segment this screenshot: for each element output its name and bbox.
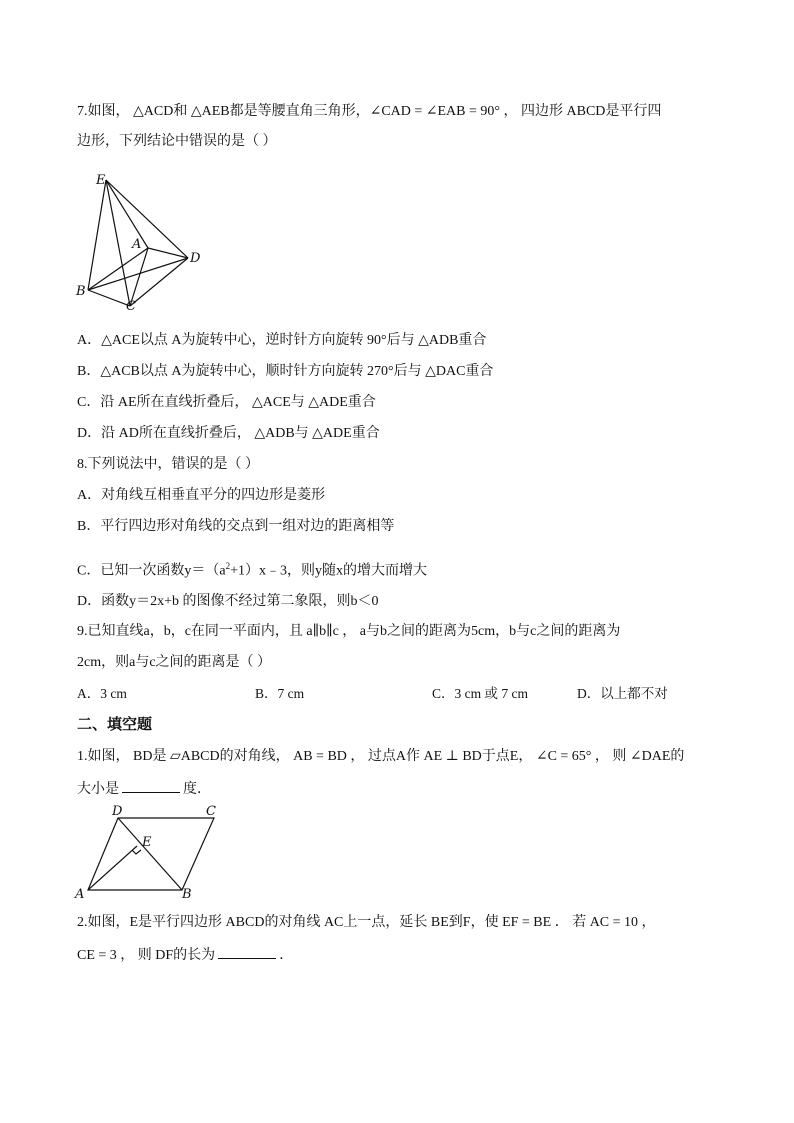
- q8-option-c-post: +1）x﹣3，则y随x的增大而增大: [230, 563, 427, 579]
- q7-option-d: D．沿 AD所在直线折叠后， △ADB与 △ADE重合: [77, 426, 380, 441]
- q7-edge-BA: [88, 248, 148, 290]
- f2-stem-line2: [77, 944, 293, 966]
- q7-label-C: C: [126, 299, 136, 314]
- q7-edge-BD: [88, 258, 188, 290]
- q7-option-c: C．沿 AE所在直线折叠后， △ACE与 △ADE重合: [77, 395, 376, 410]
- q8-option-c-pre: C．已知一次函数y＝（a: [77, 563, 226, 579]
- f1-label-A: A: [75, 887, 85, 902]
- f1-label-C: C: [206, 804, 216, 819]
- q9-option-b: B．7 cm: [255, 686, 305, 701]
- q7-figure: [70, 168, 210, 313]
- q9-option-d: D．以上都不对: [577, 686, 668, 701]
- q8-option-a: A．对角线互相垂直平分的四边形是菱形: [77, 488, 326, 503]
- q7-label-B: B: [76, 284, 86, 299]
- f2-stem-line2-a: CE = 3 ， 则 DF的长为: [77, 948, 216, 963]
- f1-answer-blank[interactable]: [122, 778, 180, 793]
- f2-answer-blank[interactable]: [218, 944, 276, 959]
- f1-stem-line2-a: 大小是: [77, 782, 119, 797]
- f1-label-D: D: [112, 804, 123, 819]
- q7-option-b: B．△ACB以点 A为旋转中心，顺时针方向旋转 270°后与 △DAC重合: [77, 364, 494, 379]
- q8-stem: 8.下列说法中，错误的是（ ）: [77, 457, 259, 472]
- q7-label-E: E: [96, 173, 106, 188]
- q9-option-c: C．3 cm 或 7 cm: [432, 686, 528, 701]
- f1-right-angle-mark: [132, 850, 141, 854]
- q7-label-A: A: [132, 237, 142, 252]
- q7-stem-line1: 7.如图， △ACD和 △AEB都是等腰直角三角形，∠CAD = ∠EAB = 90° ， 四边形 ABCD是平行四: [77, 104, 662, 119]
- q7-edge-AC: [130, 248, 148, 306]
- q8-option-c-sup: 2: [225, 561, 231, 571]
- q9-option-a: A．3 cm: [77, 686, 127, 701]
- f1-figure: [72, 804, 232, 904]
- q7-edge-BC: [88, 290, 130, 306]
- q7-stem-line2: 边形，下列结论中错误的是（ ）: [77, 134, 277, 149]
- f2-stem-line2-b: ．: [279, 948, 294, 963]
- f2-stem-line1: 2.如图，E是平行四边形 ABCD的对角线 AC上一点，延长 BE到F，使 EF = BE ． 若 AC = 10 ，: [77, 915, 656, 930]
- f1-stem-line2-b: 度．: [183, 782, 211, 797]
- q7-option-a: A．△ACE以点 A为旋转中心，逆时针方向旋转 90°后与 △ADB重合: [77, 333, 487, 348]
- q7-edge-CD: [130, 258, 188, 306]
- q8-option-c: [77, 556, 427, 582]
- q7-edge-EB: [88, 180, 106, 290]
- q7-label-D: D: [190, 251, 201, 266]
- f1-stem-line1: 1.如图， BD是 ▱ABCD的对角线， AB = BD ， 过点A作 AE ⊥ BD于点E， ∠C = 65° ， 则 ∠DAE的: [77, 749, 685, 764]
- q9-stem-line1: 9.已知直线a，b，c在同一平面内，且 a∥b∥c ， a与b之间的距离为5cm，b与c之间的距离为: [77, 624, 621, 639]
- f1-parallelogram: [88, 818, 214, 890]
- q8-option-b: B．平行四边形对角线的交点到一组对边的距离相等: [77, 519, 395, 534]
- f1-stem-line2: [77, 778, 211, 800]
- section-title: 二、填空题: [77, 717, 153, 733]
- f1-label-E: E: [142, 835, 152, 850]
- f1-label-B: B: [182, 887, 192, 902]
- q9-stem-line2: 2cm，则a与c之间的距离是（ ）: [77, 655, 272, 670]
- q8-option-d: D．函数y＝2x+b 的图像不经过第二象限，则b＜0: [77, 594, 379, 609]
- f1-segment-AE: [88, 846, 137, 890]
